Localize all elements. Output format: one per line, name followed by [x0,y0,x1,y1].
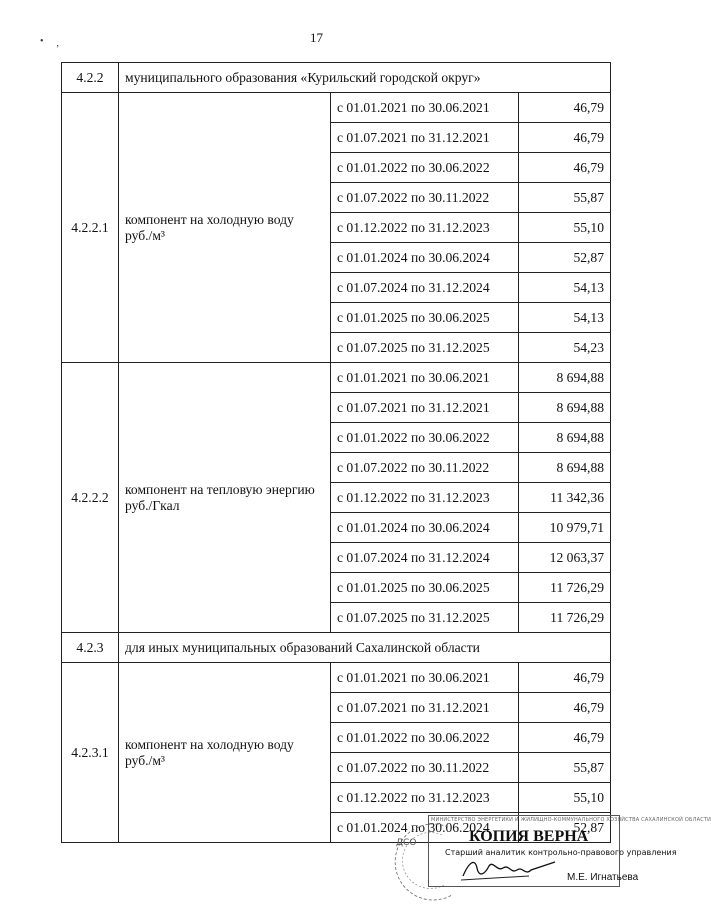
table-row [62,663,611,693]
stamp-header: МИНИСТЕРСТВО ЭНЕРГЕТИКИ И ЖИЛИЩНО-КОММУНАЛЬНОГО ХОЗЯЙСТВА САХАЛИНСКОЙ ОБЛАСТИ [431,817,711,823]
section-header-row [62,633,611,663]
tariff-period: с 01.01.2024 по 30.06.2024 [331,513,519,543]
stamp-name: М.Е. Игнатьева [567,872,639,883]
tariff-value: 8 694,88 [519,363,611,393]
section-title: для иных муниципальных образований Сахалинской области [119,633,611,663]
page-number: 17 [310,30,323,45]
tariff-period: с 01.01.2021 по 30.06.2021 [331,363,519,393]
section-number: 4.2.3 [62,633,119,663]
tariff-value: 52,87 [519,243,611,273]
table-row [62,363,611,393]
tariff-period: с 01.07.2021 по 31.12.2021 [331,393,519,423]
tariff-value: 46,79 [519,663,611,693]
stamp-box [428,815,711,887]
item-number: 4.2.3.1 [62,663,119,843]
tariff-value: 46,79 [519,723,611,753]
tariff-value: 8 694,88 [519,423,611,453]
signature-icon [459,854,559,884]
tariff-period: с 01.12.2022 по 31.12.2023 [331,783,519,813]
tariff-period: с 01.07.2022 по 30.11.2022 [331,453,519,483]
tariff-value: 54,13 [519,303,611,333]
tariff-period: с 01.07.2025 по 31.12.2025 [331,333,519,363]
tariff-value: 52,87 [519,813,611,843]
tariff-value: 8 694,88 [519,453,611,483]
item-number: 4.2.2.1 [62,93,119,363]
tariff-value: 55,10 [519,783,611,813]
tariff-period: с 01.07.2025 по 31.12.2025 [331,603,519,633]
tariff-value: 10 979,71 [519,513,611,543]
tariff-value: 54,13 [519,273,611,303]
component-name: компонент на тепловую энергию руб./Гкал [119,363,331,633]
tariff-period: с 01.01.2022 по 30.06.2022 [331,423,519,453]
tariff-value: 46,79 [519,123,611,153]
tariff-value: 11 726,29 [519,603,611,633]
tariff-period: с 01.01.2022 по 30.06.2022 [331,723,519,753]
tariff-period: с 01.01.2025 по 30.06.2025 [331,303,519,333]
seal-text: ДСО [396,838,417,848]
tariff-value: 46,79 [519,93,611,123]
tariff-value: 55,87 [519,183,611,213]
tariff-period: с 01.07.2024 по 31.12.2024 [331,273,519,303]
table-row [62,93,611,123]
tariff-period: с 01.07.2022 по 30.11.2022 [331,183,519,213]
tariff-period: с 01.01.2024 по 30.06.2024 [331,243,519,273]
tariff-period: с 01.07.2024 по 31.12.2024 [331,543,519,573]
tariff-period: с 01.01.2021 по 30.06.2021 [331,663,519,693]
section-title: муниципального образования «Курильский городской округ» [119,63,611,93]
tariff-value: 54,23 [519,333,611,363]
tariff-value: 8 694,88 [519,393,611,423]
component-name: компонент на холодную воду руб./м³ [119,93,331,363]
tariff-value: 46,79 [519,153,611,183]
certified-copy-stamp [376,815,711,903]
tariff-period: с 01.01.2025 по 30.06.2025 [331,573,519,603]
section-number: 4.2.2 [62,63,119,93]
tariff-period: с 01.01.2022 по 30.06.2022 [331,153,519,183]
stamp-title: КОПИЯ ВЕРНА [469,828,589,845]
scan-mark: ‚ [56,38,60,49]
tariff-period: с 01.12.2022 по 31.12.2023 [331,213,519,243]
tariff-period: с 01.01.2024 по 30.06.2024 [331,813,519,843]
tariff-value: 55,10 [519,213,611,243]
tariff-value: 11 342,36 [519,483,611,513]
tariff-value: 11 726,29 [519,573,611,603]
tariff-period: с 01.12.2022 по 31.12.2023 [331,483,519,513]
tariff-period: с 01.01.2021 по 30.06.2021 [331,93,519,123]
item-number: 4.2.2.2 [62,363,119,633]
tariff-period: с 01.07.2021 по 31.12.2021 [331,693,519,723]
section-header-row [62,63,611,93]
tariff-value: 12 063,37 [519,543,611,573]
scan-mark: • [40,36,44,47]
tariff-value: 55,87 [519,753,611,783]
tariff-value: 46,79 [519,693,611,723]
stamp-position: Старший аналитик контрольно-правового управления [445,848,677,857]
component-name: компонент на холодную воду руб./м³ [119,663,331,843]
tariff-period: с 01.07.2021 по 31.12.2021 [331,123,519,153]
tariff-period: с 01.07.2022 по 30.11.2022 [331,753,519,783]
tariff-table [61,62,611,843]
